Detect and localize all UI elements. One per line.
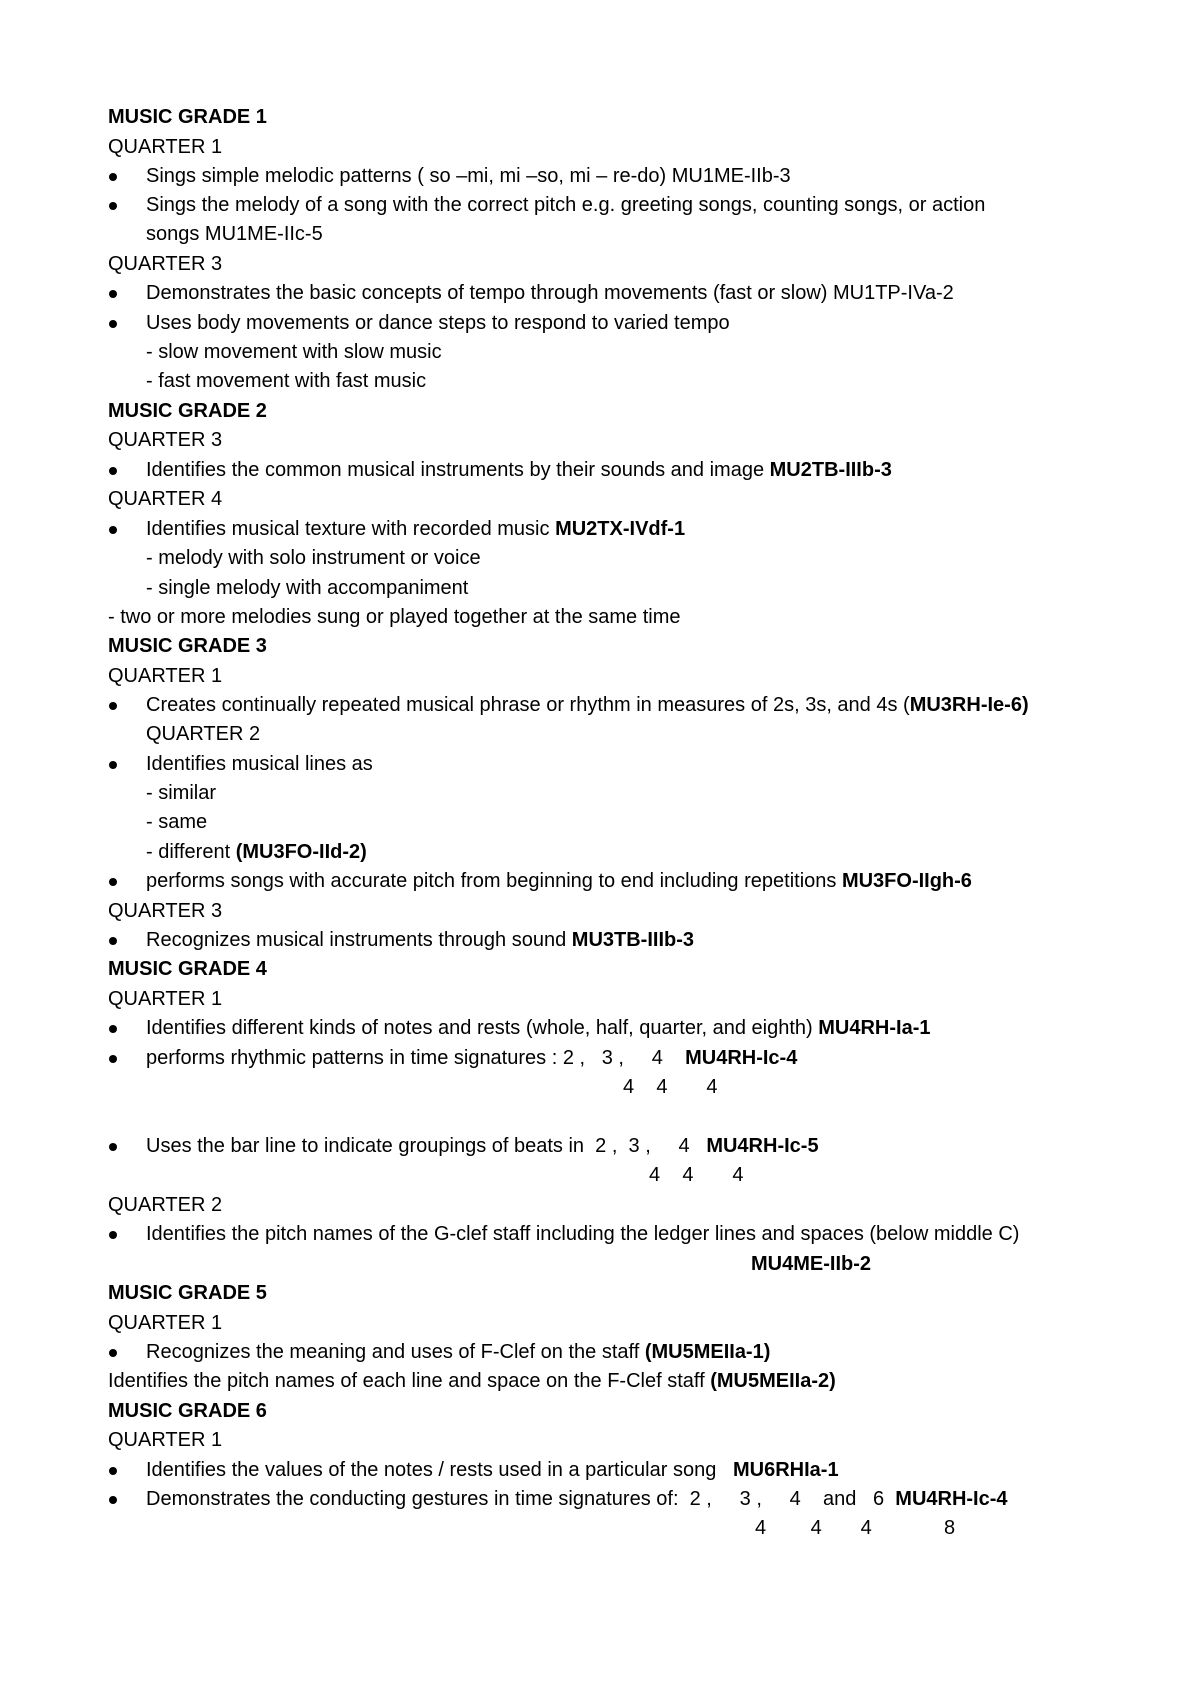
competency-code: (MU5MEIIa-1) [644, 1341, 771, 1363]
bullet-icon [109, 878, 117, 886]
bullet-icon [109, 1231, 117, 1239]
bullet-icon [109, 761, 117, 769]
grade-1-heading: MUSIC GRADE 1 [108, 106, 267, 128]
bullet-icon [109, 1349, 117, 1357]
list-item-continuation: songs MU1ME-IIc-5 [146, 223, 323, 245]
list-item: Uses body movements or dance steps to respond to varied tempo [146, 310, 730, 336]
competency-code: (MU5MEIIa-2) [710, 1370, 836, 1392]
list-item: Uses the bar line to indicate groupings of beats in 2 , 3 , 4 MU4RH-Ic-5 [146, 1133, 819, 1159]
quarter-label: QUARTER 1 [108, 988, 223, 1010]
quarter-label: QUARTER 3 [108, 900, 223, 922]
list-item: Identifies the common musical instruments by their sounds and image MU2TB-IIIb-3 [146, 457, 892, 483]
list-item: Identifies musical texture with recorded music MU2TX-IVdf-1 [146, 516, 685, 542]
quarter-label: QUARTER 1 [108, 665, 223, 687]
list-item: Creates continually repeated musical phrase or rhythm in measures of 2s, 3s, and 4s (MU3RH-Ie-6) [146, 692, 1029, 718]
sub-item: - same [146, 811, 208, 833]
grade-2-heading: MUSIC GRADE 2 [108, 400, 267, 422]
quarter-label: QUARTER 1 [108, 1312, 223, 1334]
quarter-label: QUARTER 3 [108, 429, 223, 451]
time-signature-denominators: 4 4 4 [623, 1076, 718, 1098]
list-item: Recognizes the meaning and uses of F-Clef on the staff (MU5MEIIa-1) [146, 1339, 770, 1365]
list-item: Identifies different kinds of notes and rests (whole, half, quarter, and eighth) MU4RH-Ia-1 [146, 1015, 931, 1041]
bullet-icon [109, 1496, 117, 1504]
bullet-icon [109, 320, 117, 328]
quarter-label: QUARTER 2 [108, 1194, 223, 1216]
time-signature-denominators: 4 4 4 8 [755, 1517, 956, 1539]
list-item: Demonstrates the conducting gestures in time signatures of: 2 , 3 , 4 and 6 MU4RH-Ic-4 [146, 1486, 1008, 1512]
list-item: performs songs with accurate pitch from beginning to end including repetitions MU3FO-IIgh-6 [146, 868, 972, 894]
list-item: performs rhythmic patterns in time signatures : 2 , 3 , 4 MU4RH-Ic-4 [146, 1045, 797, 1071]
competency-code: MU2TX-IVdf-1 [555, 518, 686, 540]
quarter-label: QUARTER 1 [108, 136, 223, 158]
competency-code: MU3FO-IIgh-6 [841, 870, 972, 892]
list-item: Identifies musical lines as [146, 751, 373, 777]
sub-item: - slow movement with slow music [146, 341, 442, 363]
grade-3-heading: MUSIC GRADE 3 [108, 635, 267, 657]
bullet-icon [109, 1143, 117, 1151]
bullet-icon [109, 937, 117, 945]
competency-code: MU2TB-IIIb-3 [769, 459, 892, 481]
sub-item: - two or more melodies sung or played together at the same time [108, 606, 681, 628]
sub-item: - melody with solo instrument or voice [146, 547, 481, 569]
list-item: Identifies the pitch names of the G-clef staff including the ledger lines and spaces (below middle C) [146, 1221, 1019, 1247]
bullet-icon [109, 1055, 117, 1063]
sub-item: - single melody with accompaniment [146, 577, 469, 599]
bullet-icon [109, 702, 117, 710]
list-item: Demonstrates the basic concepts of tempo through movements (fast or slow) MU1TP-IVa-2 [146, 280, 954, 306]
sub-item: - similar [146, 782, 216, 804]
competency-code: MU4RH-Ic-4 [895, 1488, 1008, 1510]
grade-6-heading: MUSIC GRADE 6 [108, 1400, 267, 1422]
sub-item: - different (MU3FO-IId-2) [146, 841, 367, 863]
quarter-label: QUARTER 1 [108, 1429, 223, 1451]
competency-code: MU4RH-Ic-5 [706, 1135, 819, 1157]
paragraph-line: Identifies the pitch names of each line and space on the F-Clef staff (MU5MEIIa-2) [108, 1370, 836, 1392]
list-item: Sings the melody of a song with the correct pitch e.g. greeting songs, counting songs, or action [146, 192, 985, 218]
time-signature-denominators: 4 4 4 [649, 1164, 744, 1186]
bullet-icon [109, 1025, 117, 1033]
list-item: Recognizes musical instruments through sound MU3TB-IIIb-3 [146, 927, 694, 953]
bullet-icon [109, 467, 117, 475]
bullet-icon [109, 1467, 117, 1475]
competency-code: MU3TB-IIIb-3 [571, 929, 694, 951]
competency-code: MU4RH-Ia-1 [818, 1017, 931, 1039]
quarter-label: QUARTER 3 [108, 253, 223, 275]
grade-4-heading: MUSIC GRADE 4 [108, 958, 267, 980]
competency-code: MU6RHIa-1 [733, 1459, 839, 1481]
competency-code: MU4ME-IIb-2 [751, 1253, 871, 1275]
bullet-icon [109, 290, 117, 298]
bullet-icon [109, 526, 117, 534]
competency-code: MU3RH-Ie-6) [909, 694, 1029, 716]
sub-item: - fast movement with fast music [146, 370, 427, 392]
bullet-icon [109, 173, 117, 181]
competency-code: (MU3FO-IId-2) [235, 841, 367, 863]
grade-5-heading: MUSIC GRADE 5 [108, 1282, 267, 1304]
bullet-icon [109, 202, 117, 210]
quarter-label: QUARTER 4 [108, 488, 223, 510]
competency-code: MU4RH-Ic-4 [685, 1047, 798, 1069]
list-item: Sings simple melodic patterns ( so –mi, mi –so, mi – re-do) MU1ME-IIb-3 [146, 163, 791, 189]
quarter-label: QUARTER 2 [146, 723, 261, 745]
list-item: Identifies the values of the notes / rests used in a particular song MU6RHIa-1 [146, 1457, 839, 1483]
